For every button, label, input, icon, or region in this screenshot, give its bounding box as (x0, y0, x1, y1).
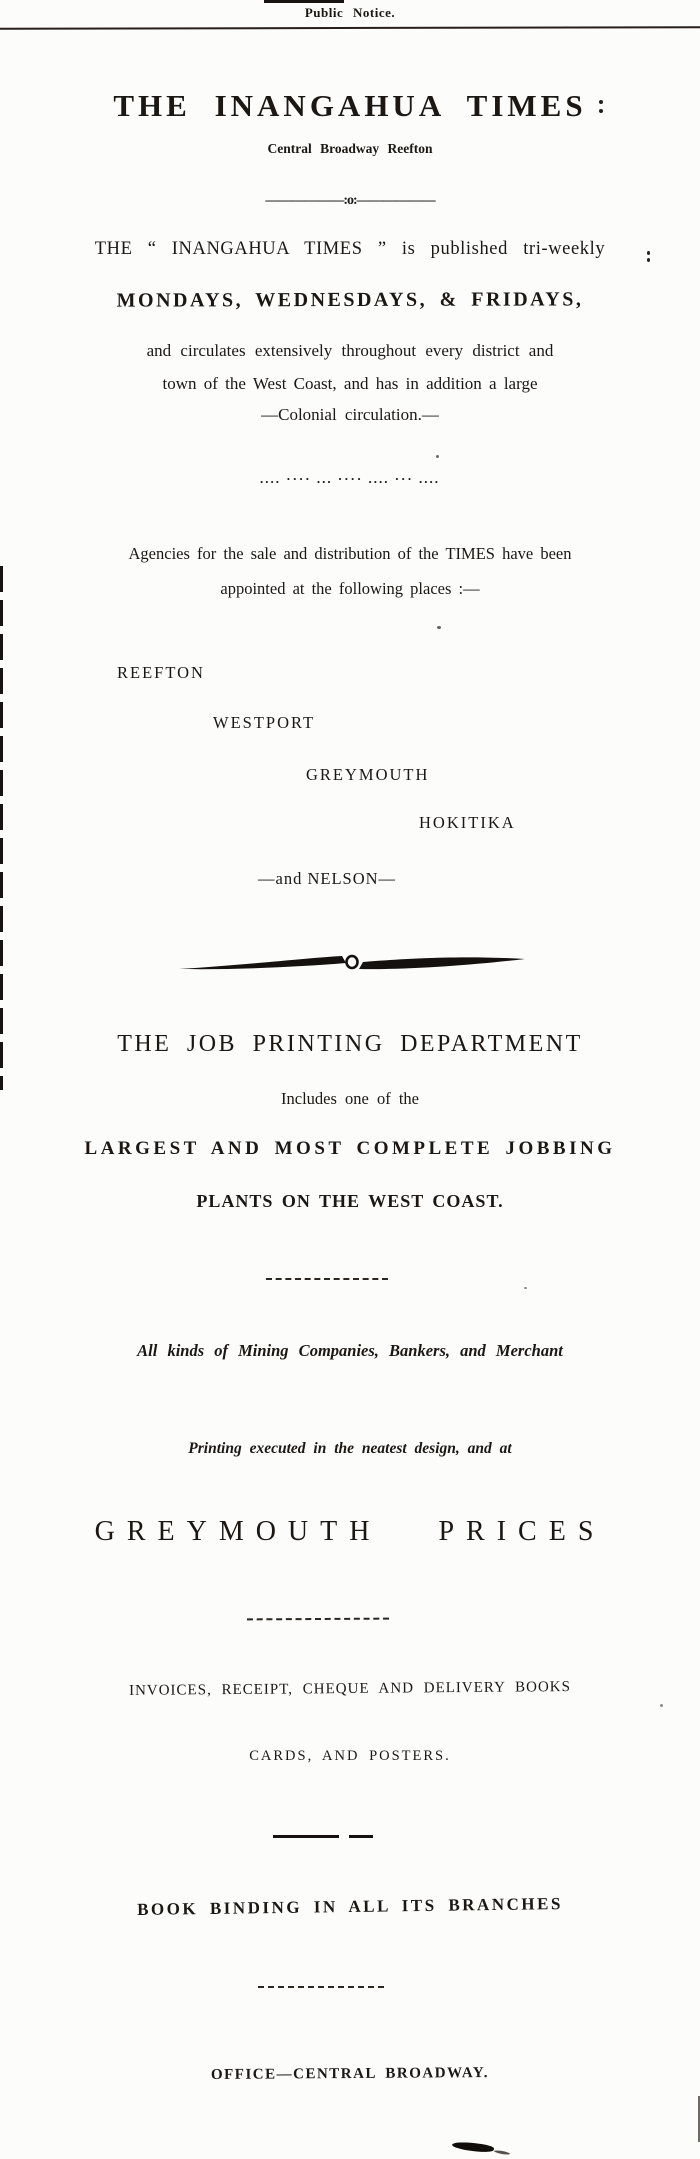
ink-speck (660, 1704, 663, 1707)
dotted-rule-divider: .... ···· ... ···· .... ··· .... (260, 471, 440, 486)
top-partial-rule (264, 0, 344, 3)
circulation-line-3: —Colonial circulation.— (261, 405, 439, 424)
colon-o-divider: ——————:o:—————— (265, 193, 435, 208)
masthead-title: THE INANGAHUA TIMES (113, 88, 587, 123)
swelled-rule-ornament (176, 950, 528, 976)
header-rule (0, 26, 700, 29)
masthead-subtitle: Central Broadway Reefton (267, 141, 433, 156)
job-claim-line-2: PLANTS ON THE WEST COAST. (196, 1191, 504, 1211)
job-books-line: INVOICES, RECEIPT, CHEQUE AND DELIVERY BOOKS (128, 1679, 572, 1699)
ink-smudge (494, 2150, 510, 2156)
rule-segment (273, 1835, 339, 1838)
agency-place-reefton: REEFTON (117, 663, 205, 682)
agency-place-westport: WESTPORT (213, 713, 316, 732)
book-binding-line: BOOK BINDING IN ALL ITS BRANCHES (137, 1894, 563, 1919)
solid-rule-divider (273, 1834, 373, 1840)
ink-speck (599, 100, 603, 104)
agency-place-greymouth: GREYMOUTH (306, 765, 430, 784)
agency-place-nelson: —and NELSON— (258, 869, 397, 888)
ink-smudge (452, 2140, 495, 2153)
circulation-line-1: and circulates extensively throughout every district and (146, 341, 554, 360)
job-department-heading: THE JOB PRINTING DEPARTMENT (117, 1031, 583, 1057)
rule-segment (349, 1835, 373, 1838)
dashed-rule-divider (247, 1618, 389, 1621)
agency-place-hokitika: HOKITIKA (419, 813, 516, 832)
job-cards-line: CARDS, AND POSTERS. (249, 1748, 451, 1764)
job-includes-line: Includes one of the (281, 1089, 419, 1108)
job-mining-line: All kinds of Mining Companies, Bankers, and Merchant (137, 1341, 563, 1360)
office-address-line: OFFICE—CENTRAL BROADWAY. (210, 2065, 490, 2083)
agencies-line-2: appointed at the following places :— (220, 579, 480, 598)
job-printing-line: Printing executed in the neatest design, and at (188, 1440, 512, 1457)
scan-edge-artifact-left (0, 566, 3, 1090)
publication-days-line: MONDAYS, WEDNESDAYS, & FRIDAYS, (116, 288, 584, 312)
greymouth-prices-line: GREYMOUTH PRICES (94, 1516, 606, 1547)
dashed-rule-divider (258, 1986, 384, 1988)
publication-intro-line: THE “ INANGAHUA TIMES ” is published tri-weekly (94, 239, 606, 259)
ink-speck (436, 455, 439, 458)
ink-speck (647, 251, 650, 255)
dashed-rule-divider (266, 1278, 388, 1280)
job-claim-line-1: LARGEST AND MOST COMPLETE JOBBING (84, 1138, 616, 1159)
circulation-line-2: town of the West Coast, and has in addition a large (162, 374, 538, 393)
ink-speck (437, 626, 441, 629)
section-label-public-notice: Public Notice. (304, 5, 396, 20)
ink-speck (524, 1287, 527, 1289)
agencies-line-1: Agencies for the sale and distribution of the TIMES have been (128, 544, 572, 563)
